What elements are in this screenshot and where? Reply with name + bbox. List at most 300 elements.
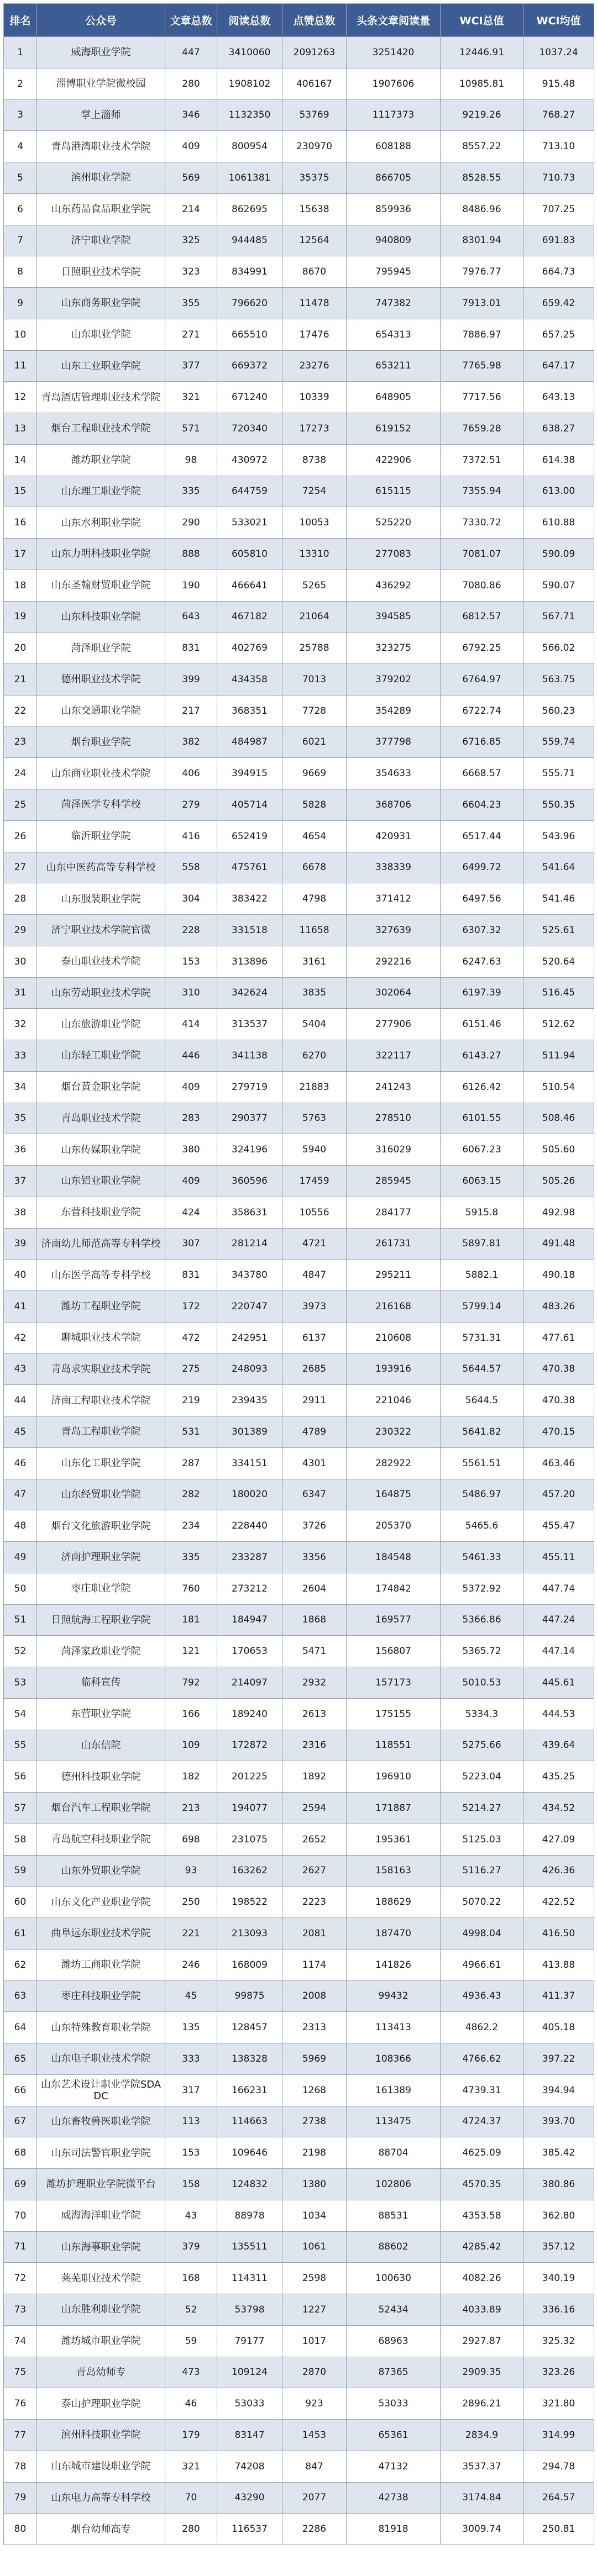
cell-wci-total: 6151.46 <box>441 1009 523 1040</box>
table-row <box>4 2263 594 2294</box>
cell-account: 淄博职业学院微校园 <box>37 68 165 99</box>
cell-headline-reads: 278510 <box>347 1103 441 1134</box>
cell-total-reads: 88978 <box>217 2200 282 2231</box>
table-row <box>4 2074 594 2106</box>
cell-total-likes: 2223 <box>282 1887 347 1918</box>
cell-article-count: 234 <box>165 1510 217 1542</box>
cell-rank: 73 <box>4 2294 37 2326</box>
cell-wci-total: 5366.86 <box>441 1604 523 1636</box>
cell-total-likes: 923 <box>282 2388 347 2420</box>
cell-wci-total: 5275.66 <box>441 1730 523 1761</box>
cell-total-likes: 4798 <box>282 883 347 915</box>
cell-wci-total: 5465.6 <box>441 1510 523 1542</box>
cell-total-likes: 3726 <box>282 1510 347 1542</box>
cell-account: 枣庄科技职业学院 <box>37 1980 165 2012</box>
cell-total-reads: 220747 <box>217 1291 282 1323</box>
cell-rank: 36 <box>4 1134 37 1166</box>
cell-account: 烟台文化旅游职业学院 <box>37 1510 165 1542</box>
cell-wci-avg: 614.38 <box>523 444 594 476</box>
cell-wci-avg: 505.60 <box>523 1134 594 1166</box>
cell-total-reads: 172872 <box>217 1730 282 1761</box>
table-row <box>4 601 594 633</box>
cell-account: 山东化工职业学院 <box>37 1447 165 1479</box>
cell-rank: 32 <box>4 1009 37 1040</box>
table-row <box>4 1667 594 1699</box>
table-row <box>4 1573 594 1604</box>
cell-wci-total: 6499.72 <box>441 852 523 883</box>
cell-headline-reads: 193916 <box>347 1353 441 1385</box>
cell-total-likes: 1453 <box>282 2420 347 2451</box>
cell-wci-avg: 323.26 <box>523 2357 594 2388</box>
cell-wci-total: 5010.53 <box>441 1667 523 1699</box>
cell-article-count: 158 <box>165 2169 217 2200</box>
cell-total-likes: 4654 <box>282 820 347 852</box>
cell-wci-total: 4739.31 <box>441 2074 523 2106</box>
cell-account: 山东畜牧兽医职业学院 <box>37 2106 165 2137</box>
cell-headline-reads: 174842 <box>347 1573 441 1604</box>
table-row <box>4 2106 594 2137</box>
cell-total-reads: 313537 <box>217 1009 282 1040</box>
cell-rank: 37 <box>4 1166 37 1197</box>
cell-wci-avg: 434.52 <box>523 1793 594 1824</box>
header-wci-avg: WCI均值 <box>523 4 594 37</box>
cell-wci-total: 6307.32 <box>441 915 523 946</box>
cell-headline-reads: 608188 <box>347 131 441 162</box>
cell-wci-total: 2834.9 <box>441 2420 523 2451</box>
cell-wci-total: 8486.96 <box>441 193 523 225</box>
cell-account: 莱芜职业技术学院 <box>37 2263 165 2294</box>
cell-wci-total: 9219.26 <box>441 99 523 131</box>
cell-headline-reads: 88531 <box>347 2200 441 2231</box>
cell-account: 曲阜远东职业技术学院 <box>37 1918 165 1950</box>
cell-wci-total: 8557.22 <box>441 131 523 162</box>
table-row <box>4 977 594 1009</box>
cell-headline-reads: 615115 <box>347 476 441 507</box>
table-row <box>4 256 594 288</box>
cell-article-count: 113 <box>165 2106 217 2137</box>
cell-headline-reads: 377798 <box>347 726 441 758</box>
cell-wci-avg: 508.46 <box>523 1103 594 1134</box>
cell-rank: 29 <box>4 915 37 946</box>
cell-total-reads: 331518 <box>217 915 282 946</box>
cell-rank: 25 <box>4 789 37 821</box>
cell-headline-reads: 371412 <box>347 883 441 915</box>
cell-total-likes: 2081 <box>282 1918 347 1950</box>
cell-total-reads: 334151 <box>217 1447 282 1479</box>
cell-rank: 65 <box>4 2043 37 2075</box>
cell-total-likes: 11478 <box>282 288 347 319</box>
cell-total-reads: 834991 <box>217 256 282 288</box>
cell-wci-avg: 710.73 <box>523 162 594 194</box>
cell-rank: 21 <box>4 664 37 696</box>
cell-total-likes: 5828 <box>282 789 347 821</box>
cell-article-count: 831 <box>165 1260 217 1291</box>
cell-rank: 46 <box>4 1447 37 1479</box>
cell-rank: 55 <box>4 1730 37 1761</box>
cell-account: 山东司法警官职业学院 <box>37 2137 165 2169</box>
cell-headline-reads: 141826 <box>347 1949 441 1980</box>
cell-total-likes: 17459 <box>282 1166 347 1197</box>
cell-rank: 5 <box>4 162 37 194</box>
cell-article-count: 569 <box>165 162 217 194</box>
cell-wci-total: 7081.07 <box>441 539 523 570</box>
cell-total-likes: 6021 <box>282 726 347 758</box>
cell-total-likes: 8670 <box>282 256 347 288</box>
cell-article-count: 46 <box>165 2388 217 2420</box>
cell-wci-avg: 325.32 <box>523 2325 594 2357</box>
cell-total-reads: 1908102 <box>217 68 282 99</box>
cell-article-count: 290 <box>165 507 217 539</box>
cell-wci-total: 12446.91 <box>441 37 523 69</box>
cell-total-reads: 800954 <box>217 131 282 162</box>
cell-rank: 19 <box>4 601 37 633</box>
cell-article-count: 760 <box>165 1573 217 1604</box>
header-total-reads: 阅读总数 <box>217 4 282 37</box>
cell-total-likes: 10556 <box>282 1197 347 1228</box>
cell-headline-reads: 157173 <box>347 1667 441 1699</box>
cell-wci-total: 5461.33 <box>441 1542 523 1573</box>
table-row <box>4 1134 594 1166</box>
cell-total-reads: 484987 <box>217 726 282 758</box>
cell-total-reads: 166231 <box>217 2074 282 2106</box>
cell-headline-reads: 322117 <box>347 1040 441 1072</box>
cell-total-likes: 11658 <box>282 915 347 946</box>
cell-total-likes: 5471 <box>282 1636 347 1667</box>
cell-total-reads: 1061381 <box>217 162 282 194</box>
cell-total-reads: 109124 <box>217 2357 282 2388</box>
cell-headline-reads: 295211 <box>347 1260 441 1291</box>
cell-account: 山东旅游职业学院 <box>37 1009 165 1040</box>
cell-headline-reads: 113413 <box>347 2012 441 2043</box>
cell-account: 济南工程职业技术学院 <box>37 1385 165 1416</box>
cell-wci-total: 2909.35 <box>441 2357 523 2388</box>
cell-wci-avg: 413.88 <box>523 1949 594 1980</box>
cell-wci-avg: 638.27 <box>523 413 594 445</box>
cell-wci-avg: 340.19 <box>523 2263 594 2294</box>
cell-total-reads: 652419 <box>217 820 282 852</box>
cell-total-reads: 402769 <box>217 633 282 664</box>
cell-wci-avg: 357.12 <box>523 2231 594 2263</box>
cell-total-likes: 2594 <box>282 1793 347 1824</box>
cell-headline-reads: 3251420 <box>347 37 441 69</box>
cell-headline-reads: 379202 <box>347 664 441 696</box>
cell-total-reads: 279719 <box>217 1071 282 1103</box>
cell-rank: 42 <box>4 1322 37 1353</box>
cell-wci-total: 3009.74 <box>441 2514 523 2545</box>
table-row <box>4 1542 594 1573</box>
cell-account: 德州职业技术学院 <box>37 664 165 696</box>
cell-rank: 49 <box>4 1542 37 1573</box>
table-row <box>4 507 594 539</box>
cell-account: 日照职业技术学院 <box>37 256 165 288</box>
cell-wci-total: 8528.55 <box>441 162 523 194</box>
cell-total-reads: 201225 <box>217 1761 282 1793</box>
cell-total-likes: 1380 <box>282 2169 347 2200</box>
cell-headline-reads: 653211 <box>347 350 441 382</box>
cell-wci-total: 8301.94 <box>441 225 523 256</box>
cell-total-reads: 233287 <box>217 1542 282 1573</box>
cell-total-reads: 671240 <box>217 382 282 413</box>
cell-total-reads: 290377 <box>217 1103 282 1134</box>
cell-wci-total: 5731.31 <box>441 1322 523 1353</box>
cell-total-likes: 53769 <box>282 99 347 131</box>
cell-wci-avg: 439.64 <box>523 1730 594 1761</box>
cell-rank: 80 <box>4 2514 37 2545</box>
cell-rank: 18 <box>4 570 37 601</box>
cell-article-count: 280 <box>165 68 217 99</box>
cell-headline-reads: 102806 <box>347 2169 441 2200</box>
cell-article-count: 335 <box>165 1542 217 1573</box>
cell-total-reads: 109646 <box>217 2137 282 2169</box>
cell-total-reads: 383422 <box>217 883 282 915</box>
cell-total-likes: 2091263 <box>282 37 347 69</box>
table-row <box>4 350 594 382</box>
cell-wci-total: 6716.85 <box>441 726 523 758</box>
cell-wci-total: 4862.2 <box>441 2012 523 2043</box>
cell-wci-avg: 490.18 <box>523 1260 594 1291</box>
cell-wci-avg: 492.98 <box>523 1197 594 1228</box>
cell-wci-total: 6247.63 <box>441 946 523 977</box>
cell-article-count: 182 <box>165 1761 217 1793</box>
cell-rank: 6 <box>4 193 37 225</box>
table-row <box>4 852 594 883</box>
cell-total-likes: 2613 <box>282 1698 347 1730</box>
table-row <box>4 539 594 570</box>
table-header-row <box>4 4 594 37</box>
cell-headline-reads: 100630 <box>347 2263 441 2294</box>
cell-wci-total: 6143.27 <box>441 1040 523 1072</box>
cell-headline-reads: 205370 <box>347 1510 441 1542</box>
table-row <box>4 1918 594 1950</box>
cell-total-likes: 7728 <box>282 695 347 726</box>
cell-wci-avg: 525.61 <box>523 915 594 946</box>
cell-wci-total: 6792.25 <box>441 633 523 664</box>
cell-headline-reads: 99432 <box>347 1980 441 2012</box>
cell-wci-total: 4570.35 <box>441 2169 523 2200</box>
cell-total-likes: 5404 <box>282 1009 347 1040</box>
cell-account: 山东电力高等专科学校 <box>37 2482 165 2514</box>
cell-total-likes: 2652 <box>282 1824 347 1855</box>
table-row <box>4 1636 594 1667</box>
cell-total-likes: 9669 <box>282 758 347 789</box>
ranking-table <box>3 3 594 2545</box>
cell-total-reads: 430972 <box>217 444 282 476</box>
cell-account: 山东劳动职业技术学院 <box>37 977 165 1009</box>
cell-total-reads: 313896 <box>217 946 282 977</box>
cell-account: 山东工业职业学院 <box>37 350 165 382</box>
cell-total-reads: 74208 <box>217 2451 282 2482</box>
cell-wci-avg: 512.62 <box>523 1009 594 1040</box>
table-row <box>4 946 594 977</box>
cell-article-count: 571 <box>165 413 217 445</box>
header-account: 公众号 <box>37 4 165 37</box>
cell-total-reads: 3410060 <box>217 37 282 69</box>
cell-wci-avg: 455.47 <box>523 1510 594 1542</box>
cell-article-count: 333 <box>165 2043 217 2075</box>
cell-headline-reads: 171887 <box>347 1793 441 1824</box>
cell-headline-reads: 302064 <box>347 977 441 1009</box>
cell-article-count: 335 <box>165 476 217 507</box>
cell-wci-avg: 590.07 <box>523 570 594 601</box>
cell-article-count: 181 <box>165 1604 217 1636</box>
cell-account: 青岛幼师专 <box>37 2357 165 2388</box>
cell-total-likes: 3973 <box>282 1291 347 1323</box>
cell-article-count: 321 <box>165 382 217 413</box>
cell-total-reads: 466641 <box>217 570 282 601</box>
cell-article-count: 355 <box>165 288 217 319</box>
cell-article-count: 447 <box>165 37 217 69</box>
cell-account: 山东城市建设职业学院 <box>37 2451 165 2482</box>
cell-wci-total: 6668.57 <box>441 758 523 789</box>
cell-total-likes: 2738 <box>282 2106 347 2137</box>
cell-wci-avg: 520.64 <box>523 946 594 977</box>
cell-article-count: 472 <box>165 1322 217 1353</box>
cell-rank: 74 <box>4 2325 37 2357</box>
cell-article-count: 70 <box>165 2482 217 2514</box>
cell-total-reads: 394915 <box>217 758 282 789</box>
cell-total-likes: 6270 <box>282 1040 347 1072</box>
cell-total-reads: 135511 <box>217 2231 282 2263</box>
cell-wci-avg: 713.10 <box>523 131 594 162</box>
cell-headline-reads: 68963 <box>347 2325 441 2357</box>
table-row <box>4 2325 594 2357</box>
table-row <box>4 1416 594 1448</box>
cell-account: 临沂职业学院 <box>37 820 165 852</box>
cell-wci-total: 6764.97 <box>441 664 523 696</box>
cell-wci-total: 6197.39 <box>441 977 523 1009</box>
cell-wci-avg: 659.42 <box>523 288 594 319</box>
cell-wci-avg: 445.61 <box>523 1667 594 1699</box>
cell-account: 青岛职业技术学院 <box>37 1103 165 1134</box>
cell-total-likes: 5940 <box>282 1134 347 1166</box>
cell-total-likes: 2077 <box>282 2482 347 2514</box>
table-row <box>4 1040 594 1072</box>
table-row <box>4 1353 594 1385</box>
cell-headline-reads: 316029 <box>347 1134 441 1166</box>
cell-total-reads: 405714 <box>217 789 282 821</box>
cell-total-reads: 168009 <box>217 1949 282 1980</box>
cell-article-count: 409 <box>165 131 217 162</box>
cell-total-likes: 5265 <box>282 570 347 601</box>
cell-article-count: 271 <box>165 319 217 350</box>
cell-total-likes: 2313 <box>282 2012 347 2043</box>
cell-total-reads: 194077 <box>217 1793 282 1824</box>
cell-total-likes: 6678 <box>282 852 347 883</box>
cell-account: 掌上淄师 <box>37 99 165 131</box>
cell-total-reads: 53033 <box>217 2388 282 2420</box>
cell-account: 山东经贸职业学院 <box>37 1479 165 1510</box>
cell-wci-avg: 543.96 <box>523 820 594 852</box>
cell-wci-avg: 380.86 <box>523 2169 594 2200</box>
cell-wci-avg: 264.57 <box>523 2482 594 2514</box>
cell-wci-total: 6063.15 <box>441 1166 523 1197</box>
cell-article-count: 321 <box>165 2451 217 2482</box>
cell-total-reads: 281214 <box>217 1228 282 1260</box>
cell-wci-total: 7765.98 <box>441 350 523 382</box>
cell-total-likes: 35375 <box>282 162 347 194</box>
cell-account: 烟台幼师高专 <box>37 2514 165 2545</box>
cell-rank: 59 <box>4 1855 37 1887</box>
table-row <box>4 664 594 696</box>
cell-article-count: 45 <box>165 1980 217 2012</box>
cell-wci-total: 5365.72 <box>441 1636 523 1667</box>
cell-wci-avg: 541.64 <box>523 852 594 883</box>
cell-account: 临科宣传 <box>37 1667 165 1699</box>
table-row <box>4 2451 594 2482</box>
cell-wci-avg: 511.94 <box>523 1040 594 1072</box>
cell-wci-avg: 250.81 <box>523 2514 594 2545</box>
cell-headline-reads: 175155 <box>347 1698 441 1730</box>
cell-total-reads: 342624 <box>217 977 282 1009</box>
cell-headline-reads: 113475 <box>347 2106 441 2137</box>
cell-total-reads: 248093 <box>217 1353 282 1385</box>
cell-headline-reads: 285945 <box>347 1166 441 1197</box>
cell-rank: 14 <box>4 444 37 476</box>
cell-total-reads: 533021 <box>217 507 282 539</box>
cell-wci-total: 6126.42 <box>441 1071 523 1103</box>
cell-account: 滨州科技职业学院 <box>37 2420 165 2451</box>
cell-headline-reads: 323275 <box>347 633 441 664</box>
cell-rank: 47 <box>4 1479 37 1510</box>
table-row <box>4 1510 594 1542</box>
cell-rank: 30 <box>4 946 37 977</box>
cell-total-likes: 2604 <box>282 1573 347 1604</box>
cell-article-count: 153 <box>165 946 217 977</box>
cell-rank: 72 <box>4 2263 37 2294</box>
cell-headline-reads: 1117373 <box>347 99 441 131</box>
table-row <box>4 789 594 821</box>
cell-account: 山东文化产业职业学院 <box>37 1887 165 1918</box>
cell-wci-total: 5882.1 <box>441 1260 523 1291</box>
cell-account: 青岛求实职业技术学院 <box>37 1353 165 1385</box>
cell-headline-reads: 230322 <box>347 1416 441 1448</box>
cell-total-reads: 198522 <box>217 1887 282 1918</box>
cell-rank: 63 <box>4 1980 37 2012</box>
cell-wci-avg: 447.24 <box>523 1604 594 1636</box>
cell-rank: 43 <box>4 1353 37 1385</box>
cell-wci-avg: 336.16 <box>523 2294 594 2326</box>
cell-wci-avg: 397.22 <box>523 2043 594 2075</box>
cell-total-likes: 25788 <box>282 633 347 664</box>
cell-article-count: 172 <box>165 1291 217 1323</box>
cell-wci-avg: 590.09 <box>523 539 594 570</box>
cell-wci-total: 7717.56 <box>441 382 523 413</box>
cell-headline-reads: 394585 <box>347 601 441 633</box>
cell-wci-avg: 610.88 <box>523 507 594 539</box>
cell-total-likes: 15638 <box>282 193 347 225</box>
table-row <box>4 1228 594 1260</box>
cell-rank: 39 <box>4 1228 37 1260</box>
cell-account: 聊城职业技术学院 <box>37 1322 165 1353</box>
cell-article-count: 213 <box>165 1793 217 1824</box>
cell-total-reads: 944485 <box>217 225 282 256</box>
cell-total-reads: 644759 <box>217 476 282 507</box>
cell-total-reads: 665510 <box>217 319 282 350</box>
cell-total-reads: 128457 <box>217 2012 282 2043</box>
cell-wci-avg: 477.61 <box>523 1322 594 1353</box>
cell-total-likes: 17476 <box>282 319 347 350</box>
cell-account: 烟台黄金职业学院 <box>37 1071 165 1103</box>
cell-wci-avg: 505.26 <box>523 1166 594 1197</box>
cell-rank: 26 <box>4 820 37 852</box>
cell-total-likes: 5763 <box>282 1103 347 1134</box>
cell-wci-avg: 541.46 <box>523 883 594 915</box>
cell-wci-total: 3537.37 <box>441 2451 523 2482</box>
cell-headline-reads: 525220 <box>347 507 441 539</box>
cell-total-reads: 114311 <box>217 2263 282 2294</box>
cell-account: 山东药品食品职业学院 <box>37 193 165 225</box>
cell-total-reads: 116537 <box>217 2514 282 2545</box>
